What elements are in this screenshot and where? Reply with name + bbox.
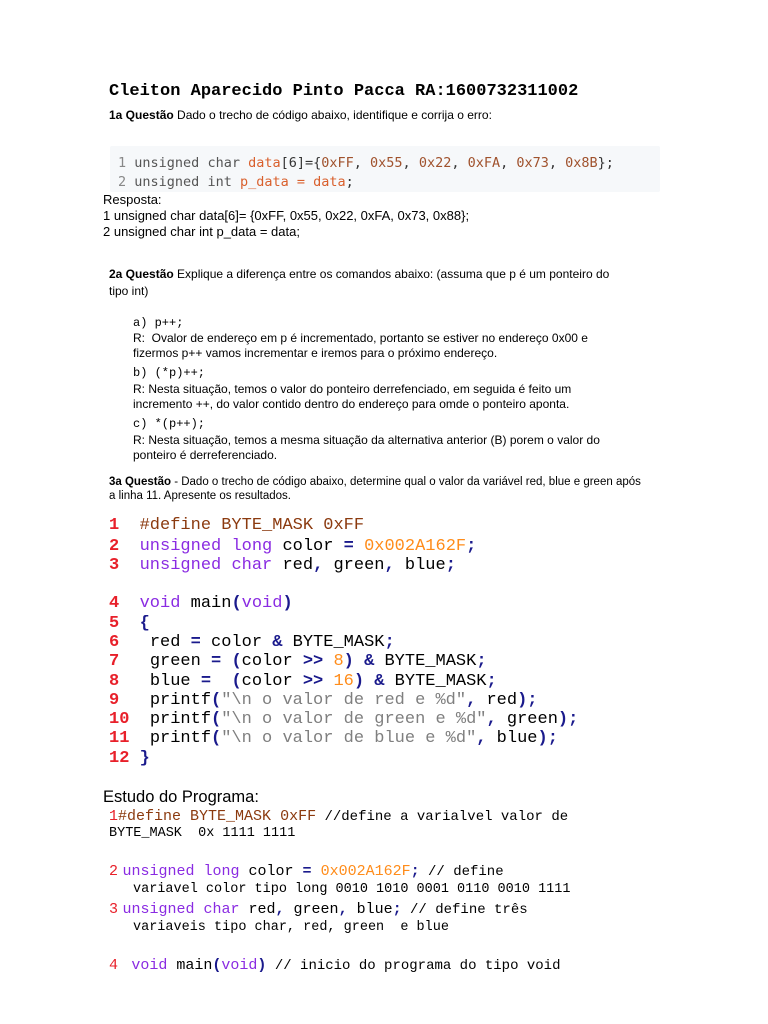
q2-b-cmd: b) (*p)++;	[133, 366, 206, 380]
estudo-line-3: 3 unsigned char red, green, blue; // define três	[109, 901, 528, 918]
q1-label: 1a Questão	[109, 108, 174, 122]
q2-b-r2: incremento ++, do valor contido dentro do endereço para omde o ponteiro aponta.	[133, 397, 570, 411]
q2-prompt	[109, 267, 609, 281]
q2-a-cmd: a) p++;	[133, 316, 184, 330]
q2-label: 2a Questão	[109, 267, 174, 281]
q3-line-3: 3 unsigned char red, green, blue;	[109, 556, 456, 575]
q1-resposta-2: 2 unsigned char int p_data = data;	[103, 224, 300, 239]
q3-line-12: 12 }	[109, 749, 150, 768]
q2-text-1: Explique a diferença entre os comandos abaixo: (assuma que p é um ponteiro do	[173, 267, 610, 281]
q2-c-r2: ponteiro é derreferenciado.	[133, 448, 278, 462]
q2-c-cmd: c) *(p++);	[133, 417, 206, 431]
q3-line-6: 6 red = color & BYTE_MASK;	[109, 633, 395, 652]
q3-line-8: 8 blue = (color >> 16) & BYTE_MASK;	[109, 672, 497, 691]
estudo-line-1: 1#define BYTE_MASK 0xFF //define a varialvel valor de	[109, 808, 569, 825]
q2-b-r1: R: Nesta situação, temos o valor do ponteiro derrefenciado, em seguida é feito um	[133, 382, 572, 396]
q2-a-r2: fizermos p++ vamos incrementar e iremos para o próximo endereço.	[133, 346, 498, 360]
estudo-line-3b: variaveis tipo char, red, green e blue	[133, 920, 449, 935]
q1-code-line-1: 1 unsigned char data[6]={0xFF, 0x55, 0x22, 0xFA, 0x73, 0x8B};	[118, 155, 614, 171]
q3-text-2: a linha 11. Apresente os resultados.	[109, 490, 291, 502]
estudo-line-4: 4 void main(void) // inicio do programa do tipo void	[109, 957, 561, 974]
estudo-heading: Estudo do Programa:	[103, 788, 259, 806]
estudo-line-2b: variavel color tipo long 0010 1010 0001 0110 0010 1111	[133, 882, 571, 897]
page-title: Cleiton Aparecido Pinto Pacca RA:1600732311002	[109, 82, 579, 101]
estudo-line-2: 2 unsigned long color = 0x002A162F; // define	[109, 863, 504, 880]
q1-code-line-2: 2 unsigned int p_data = data;	[118, 174, 354, 190]
q3-line-5: 5 {	[109, 614, 150, 633]
q1-prompt	[109, 108, 492, 122]
q1-text: Dado o trecho de código abaixo, identifique e corrija o erro:	[173, 108, 492, 122]
q3-line-7: 7 green = (color >> 8) & BYTE_MASK;	[109, 652, 487, 671]
q2-a-r1: R: Ovalor de endereço em p é incrementado, portanto se estiver no endereço 0x00 e	[133, 331, 588, 345]
q3-text-1: - Dado o trecho de código abaixo, determine qual o valor da variável red, blue e green após	[171, 476, 641, 488]
q3-line-9: 9 printf("\n o valor de red e %d", red);	[109, 691, 538, 710]
estudo-line-1b: BYTE_MASK 0x 1111 1111	[109, 826, 296, 841]
q3-line-2: 2 unsigned long color = 0x002A162F;	[109, 537, 477, 556]
q1-resposta-label: Resposta:	[103, 192, 162, 207]
q1-resposta-1: 1 unsigned char data[6]= {0xFF, 0x55, 0x22, 0xFA, 0x73, 0x88};	[103, 208, 470, 223]
q1-code-block	[110, 146, 660, 192]
q3-label: 3a Questão	[109, 476, 171, 488]
q3-line-1: 1 #define BYTE_MASK 0xFF	[109, 516, 365, 535]
q2-text-2: tipo int)	[109, 284, 149, 298]
q3-line-11: 11 printf("\n o valor de blue e %d", blue);	[109, 729, 558, 748]
q3-prompt	[109, 476, 641, 488]
q3-line-4: 4 void main(void)	[109, 594, 293, 613]
q3-line-10: 10 printf("\n o valor de green e %d", green);	[109, 710, 579, 729]
q2-c-r1: R: Nesta situação, temos a mesma situação da alternativa anterior (B) porem o valor do	[133, 433, 600, 447]
